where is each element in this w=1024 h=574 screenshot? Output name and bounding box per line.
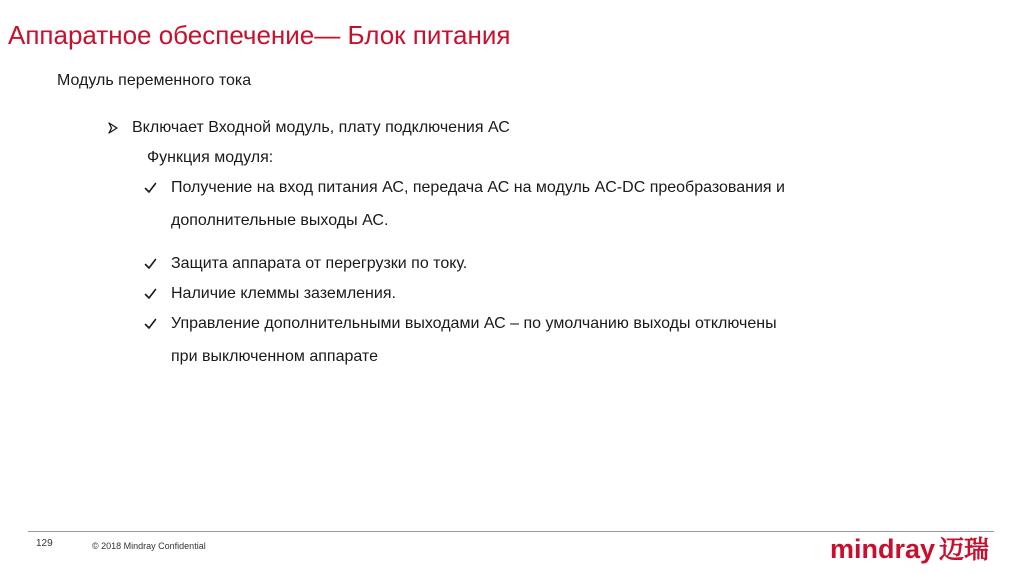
list-item-check	[104, 314, 924, 380]
logo-cjk: 迈瑞	[939, 535, 990, 564]
list-item-text: Получение на вход питания АС, передача АС на модуль AC-DC преобразования и	[171, 179, 785, 196]
function-label: Функция модуля:	[147, 149, 274, 166]
mindray-logo	[826, 532, 998, 566]
list-item-check	[104, 254, 924, 274]
logo-wordmark: mindray	[830, 534, 936, 564]
list-item-text: при выключенном аппарате	[171, 348, 378, 365]
list-item-text: дополнительные выходы АС.	[171, 212, 389, 229]
checkmark-icon	[141, 284, 159, 304]
checkmark-icon	[141, 178, 159, 198]
list-item-text: Включает Входной модуль, плату подключения АС	[132, 119, 510, 136]
list-item-text: Управление дополнительными выходами АС – по умолчанию выходы отключены	[171, 315, 777, 332]
slide-title: Аппаратное обеспечение— Блок питания	[8, 20, 511, 50]
bullet-list	[104, 118, 924, 380]
checkmark-icon	[141, 314, 159, 334]
list-item-check	[104, 178, 924, 244]
list-item-arrow	[104, 118, 924, 138]
checkmark-icon	[141, 254, 159, 274]
list-item-check	[104, 284, 924, 304]
page-number: 129	[36, 538, 53, 549]
confidential-notice: © 2018 Mindray Confidential	[92, 541, 206, 551]
list-item-text: Защита аппарата от перегрузки по току.	[171, 255, 468, 272]
list-item-text: Наличие клеммы заземления.	[171, 285, 396, 302]
slide-subtitle: Модуль переменного тока	[57, 72, 252, 89]
arrow-bullet-icon	[104, 118, 122, 138]
